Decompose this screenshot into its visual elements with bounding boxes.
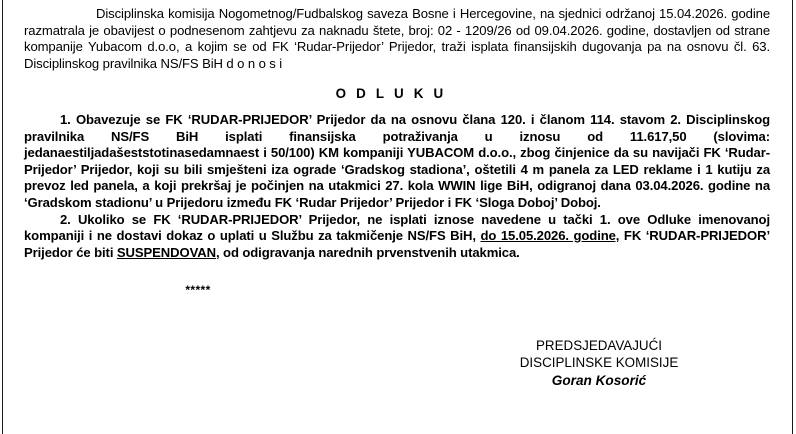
signature-title-line-1: PREDSJEDAVAJUĆI (536, 338, 662, 354)
page-left-border-line (2, 0, 3, 434)
clause-1-paragraph: 1. Obavezuje se FK ‘RUDAR-PRIJEDOR’ Prijedor da na osnovu člana 120. i članom 114. stavom 2. Disciplinskog pravilnika NS/FS BiH isplati finansijska potraživanja u iznosu od 11.617,50 (slovima: jedanaestiljadašeststotinasedamnaest i 50/100) KM kompaniji YUBACOM d.o.o., zbog činjenice da su navijači FK ‘Rudar-Prijedor’ Prijedor, koji su bili smješteni iza ograde ‘Gradskog stadiona’, oštetili 4 m panela za LED reklame i 1 kutiju za prevoz led panela, a koji prekršaj je počinjen na utakmici 27. kola WWIN lige BiH, odigranoj dana 03.04.2026. godine na ‘Gradskom stadionu’ u Prijedoru između FK ‘Rudar Prijedor’ Prijedor i FK ‘Sloga Doboj’ Doboj. (24, 111, 770, 210)
signature-name: Goran Kosorić (551, 373, 647, 389)
intro-paragraph: Disciplinska komisija Nogometnog/Fudbalskog saveza Bosne i Hercegovine, na sjednici održanoj 15.04.2026. godine razmatrala je obavijest o podnesenom zahtjevu za naknadu štete, broj: 02 - 1209/26 od 09.04.2026. godine, dostavljen od strane kompanije Yubacom d.o.o, a kojim se od FK ‘Rudar-Prijedor’ Prijedor, traži isplata finansijskih dugovanja pa na osnovu čl. 63. Disciplinskog pravilnika NS/FS BiH d o n o s i (24, 6, 770, 71)
clause-2-text-c: od odigravanja narednih prvenstvenih utakmica. (219, 244, 520, 260)
document-body (24, 6, 770, 389)
section-separator: ***** (185, 283, 211, 298)
decision-heading: O D L U K U (335, 86, 447, 102)
signature-block (24, 337, 770, 389)
page-right-border-line (792, 0, 793, 434)
clause-2-text-b: FK ‘RUDAR-PRIJEDOR’ Prijedor će biti (24, 228, 770, 260)
clause-2-paragraph (24, 212, 770, 262)
signature-title-line-2: DISCIPLINSKE KOMISIJE (519, 355, 679, 371)
clause-2-deadline-underlined: do 15.05.2026. godine, (480, 228, 620, 244)
clause-2-suspension-underlined: SUSPENDOVAN, (116, 244, 220, 260)
clause-2-text-a: 2. Ukoliko se FK ‘RUDAR-PRIJEDOR’ Prijedor, ne isplati iznose navedene u tački 1. ove Odluke imenovanoj kompaniji i ne dostavi dokaz o uplati u Službu za takmičenje NS/FS BiH, (24, 211, 770, 244)
